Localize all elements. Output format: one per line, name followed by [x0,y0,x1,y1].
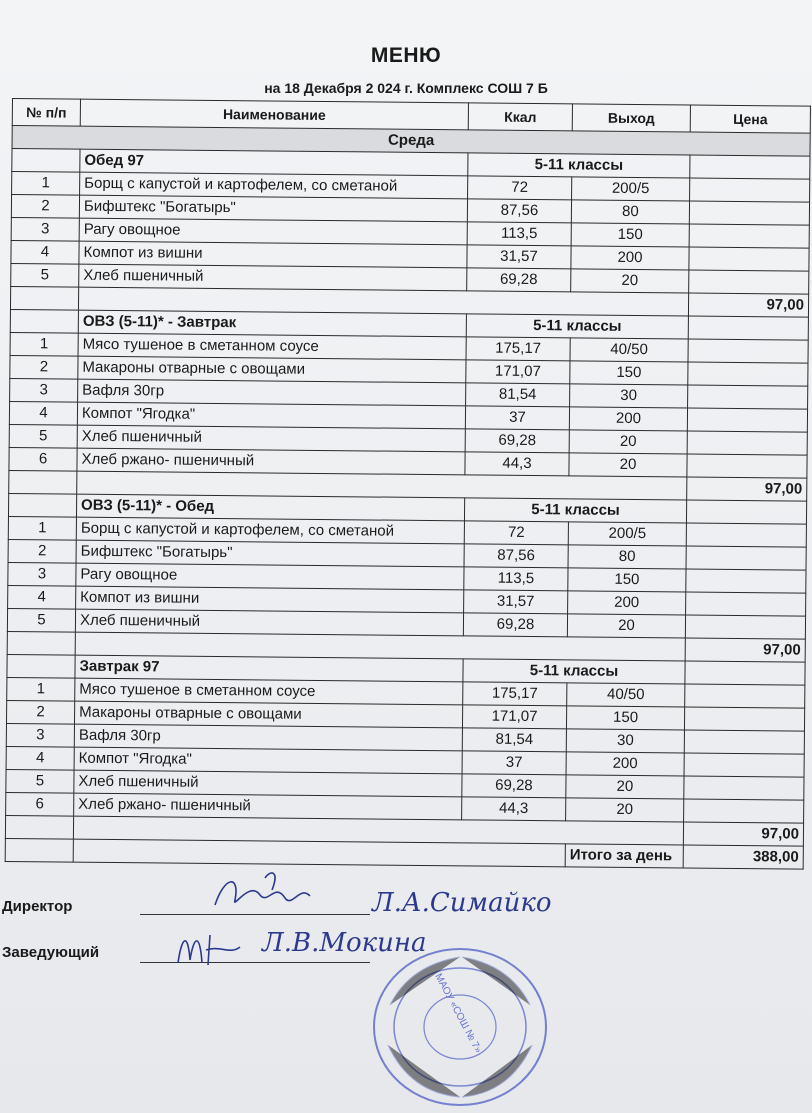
grand-empty-cell [5,838,73,862]
item-name: Компот из вишни [76,586,464,613]
section-grade: 5-11 классы [466,314,688,339]
section-total: 97,00 [685,638,805,662]
item-price [689,224,809,248]
item-name: Бифштекс "Богатырь" [76,540,464,567]
section-total: 97,00 [683,822,803,846]
total-empty-cell [9,470,77,494]
item-price [688,385,808,409]
item-kcal: 81,54 [466,383,570,407]
item-output: 20 [571,269,689,293]
item-num: 3 [11,217,79,241]
item-kcal: 113,5 [467,222,571,246]
item-name: Мясо тушеное в сметанном соусе [78,333,466,360]
section-price-cell [686,500,806,524]
grand-total-label: Итого за день [565,844,683,868]
item-name: Рагу овощное [76,563,464,590]
item-num: 5 [9,424,77,448]
item-output: 200/5 [572,177,690,201]
item-price [686,592,806,616]
section-grade: 5-11 классы [463,659,685,684]
section-price-cell [688,316,808,340]
total-empty-cell [7,631,75,655]
director-signature [210,870,320,920]
item-name: Компот из вишни [79,241,467,268]
item-output: 30 [566,729,684,753]
section-grade: 5-11 классы [464,498,686,523]
item-output: 40/50 [570,338,688,362]
section-price-cell [685,661,805,685]
item-output: 20 [569,430,687,454]
item-output: 200 [569,407,687,431]
item-price [687,454,807,478]
grand-total-value: 388,00 [683,845,803,869]
item-price [684,776,804,800]
item-kcal: 175,17 [463,682,567,706]
item-num: 6 [9,447,77,471]
item-name: Компот "Ягодка" [74,747,462,774]
section-price-cell [690,155,810,179]
item-output: 20 [567,614,685,638]
item-kcal: 72 [468,176,572,200]
item-num: 4 [11,240,79,264]
item-output: 80 [571,200,689,224]
item-kcal: 44,3 [462,797,566,821]
document-subtitle: на 18 Декабря 2 024 г. Комплекс СОШ 7 Б [264,80,548,96]
item-kcal: 113,5 [464,567,568,591]
item-name: Вафля 30гр [74,724,462,751]
item-price [686,569,806,593]
item-num: 1 [12,172,80,196]
item-output: 200/5 [568,522,686,546]
section-num-cell [12,149,80,173]
section-title: Обед 97 [80,149,468,176]
section-grade: 5-11 классы [468,153,690,178]
item-name: Мясо тушеное в сметанном соусе [75,678,463,705]
column-header-name: Наименование [80,99,468,130]
item-price [687,431,807,455]
item-price [689,270,809,294]
item-num: 3 [6,723,74,747]
item-num: 2 [6,700,74,724]
item-kcal: 44,3 [465,452,569,476]
item-name: Хлеб пшеничный [74,770,462,797]
item-price [684,707,804,731]
item-kcal: 81,54 [462,728,566,752]
item-output: 30 [570,384,688,408]
director-label: Директор [2,898,73,915]
item-name: Компот "Ягодка" [77,402,465,429]
section-total: 97,00 [688,293,808,317]
manager-label: Заведующий [2,944,100,961]
item-kcal: 171,07 [466,360,570,384]
item-kcal: 31,57 [467,245,571,269]
total-empty-cell [5,815,73,839]
director-name: Л.А.Симайко [372,888,552,918]
item-output: 200 [571,246,689,270]
item-price [686,523,806,547]
item-name: Вафля 30гр [78,379,466,406]
item-output: 20 [566,798,684,822]
item-output: 150 [568,568,686,592]
item-name: Хлеб пшеничный [77,425,465,452]
item-kcal: 87,56 [464,544,568,568]
column-header-kcal: Ккал [468,103,572,131]
item-kcal: 37 [465,406,569,430]
item-kcal: 69,28 [465,429,569,453]
item-kcal: 69,28 [463,613,567,637]
column-header-num: № п/п [12,99,80,127]
total-empty-cell [10,286,78,310]
item-name: Макароны отварные с овощами [74,701,462,728]
item-name: Хлеб пшеничный [79,264,467,291]
section-num-cell [10,309,78,333]
item-name: Рагу овощное [79,218,467,245]
section-num-cell [8,493,76,517]
item-num: 2 [8,539,76,563]
document-title: МЕНЮ [370,44,442,67]
item-kcal: 87,56 [467,199,571,223]
item-output: 80 [568,545,686,569]
item-kcal: 31,57 [464,590,568,614]
item-price [685,615,805,639]
item-num: 4 [8,585,76,609]
item-output: 40/50 [567,683,685,707]
item-output: 20 [566,775,684,799]
day-label: Среда [12,126,810,157]
section-title: ОВЗ (5-11)* - Обед [76,494,464,521]
item-kcal: 69,28 [462,774,566,798]
item-price [688,339,808,363]
item-num: 2 [10,355,78,379]
stamp-text: МАОУ «СОШ № 7» [432,971,484,1056]
item-name: Бифштекс "Богатырь" [79,195,467,222]
item-price [686,546,806,570]
item-price [684,753,804,777]
item-name: Борщ с капустой и картофелем, со сметаной [80,172,468,199]
item-num: 3 [8,562,76,586]
item-output: 150 [571,223,689,247]
item-price [685,684,805,708]
item-kcal: 37 [462,751,566,775]
item-output: 200 [566,752,684,776]
item-num: 1 [7,677,75,701]
item-name: Хлеб ржано- пшеничный [74,793,462,820]
item-num: 2 [11,195,79,219]
item-price [687,408,807,432]
manager-signature [170,925,250,970]
grand-empty-cell [73,839,565,867]
item-num: 6 [6,792,74,816]
table-body [5,126,810,870]
item-kcal: 175,17 [466,337,570,361]
item-price [690,178,810,202]
item-num: 4 [9,401,77,425]
item-output: 150 [570,361,688,385]
item-output: 150 [566,706,684,730]
section-total: 97,00 [687,477,807,501]
item-kcal: 171,07 [462,705,566,729]
item-price [688,362,808,386]
section-title: Завтрак 97 [75,655,463,682]
item-num: 1 [10,332,78,356]
item-num: 4 [6,746,74,770]
item-output: 20 [569,453,687,477]
item-price [689,247,809,271]
column-header-price: Цена [690,105,810,133]
item-num: 1 [8,516,76,540]
item-kcal: 72 [464,521,568,545]
manager-name: Л.В.Мокина [262,928,427,958]
item-num: 5 [7,608,75,632]
item-num: 5 [6,769,74,793]
item-name: Хлеб ржано- пшеничный [77,448,465,475]
item-name: Хлеб пшеничный [75,609,463,636]
column-header-output: Выход [572,104,690,132]
item-num: 5 [11,263,79,287]
item-price [684,730,804,754]
item-name: Борщ с капустой и картофелем, со сметаной [76,517,464,544]
item-output: 200 [568,591,686,615]
section-num-cell [7,654,75,678]
item-price [689,201,809,225]
item-price [684,799,804,823]
item-name: Макароны отварные с овощами [78,356,466,383]
item-kcal: 69,28 [467,268,571,292]
section-title: ОВЗ (5-11)* - Завтрак [78,310,466,337]
menu-table [5,98,811,870]
item-num: 3 [10,378,78,402]
